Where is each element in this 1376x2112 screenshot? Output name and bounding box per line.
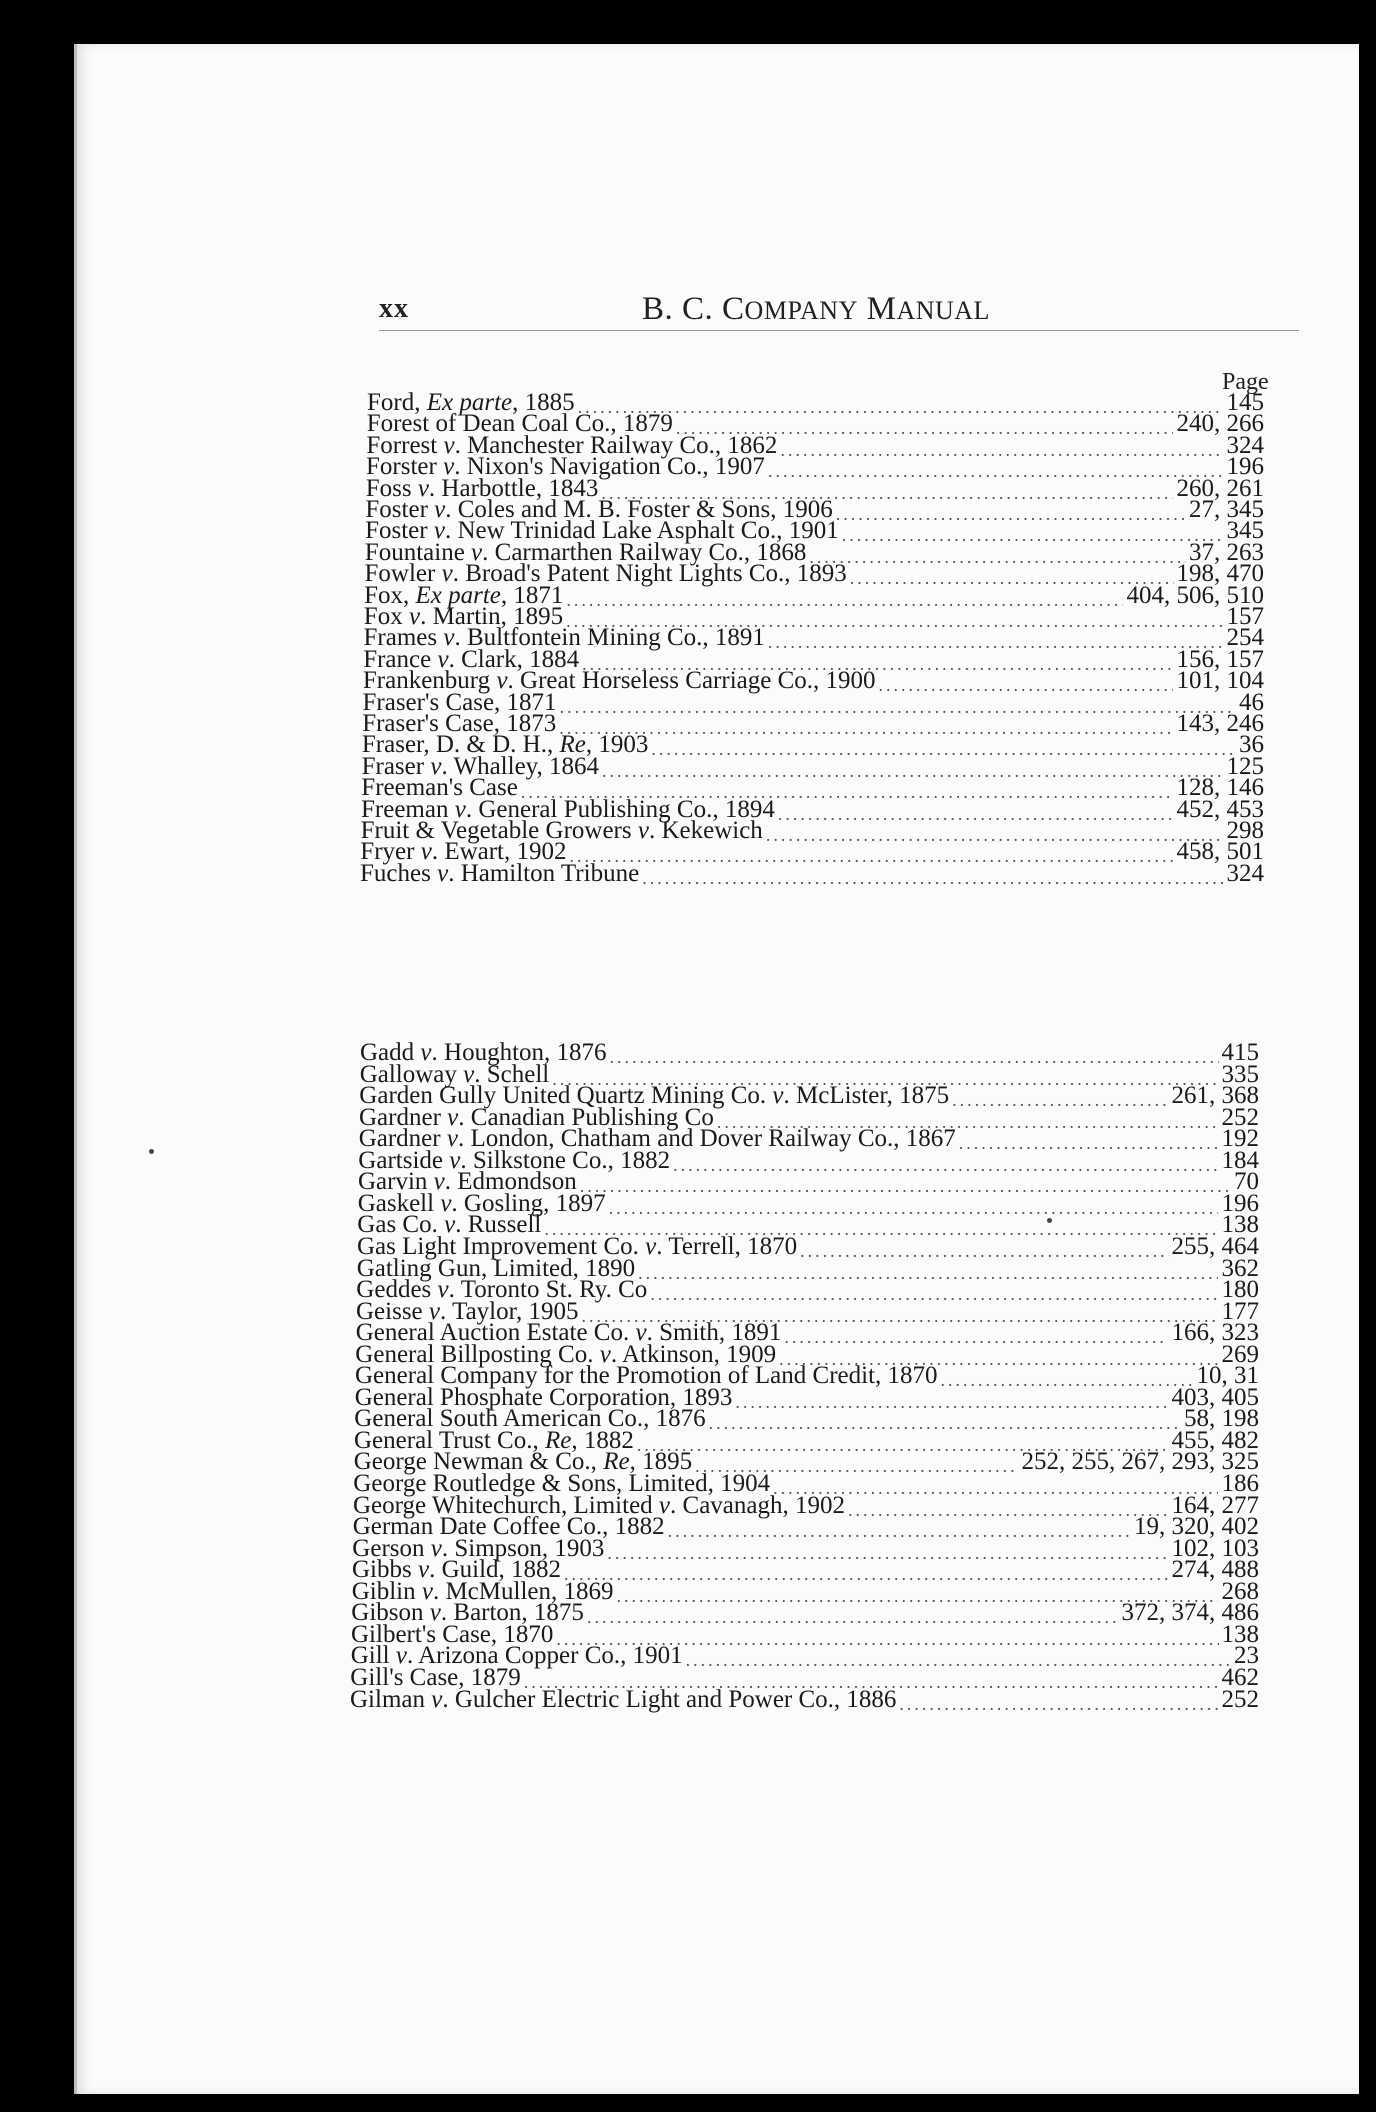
- page-title: B. C. COMPANY MANUAL: [642, 291, 990, 327]
- index-entry: [360, 860, 1264, 888]
- page-references: 128, 146: [1176, 774, 1264, 802]
- case-name: Frankenburg v. Great Horseless Carriage Co., 1900: [362, 667, 876, 695]
- page-references: 143, 246: [1176, 710, 1264, 737]
- case-name: Fox v. Martin, 1895: [363, 603, 564, 630]
- page-references: 101, 104: [1176, 667, 1264, 695]
- page-references: 362: [1221, 1254, 1259, 1282]
- page-references: 125: [1226, 752, 1264, 780]
- case-name: George Whitechurch, Limited v. Cavanagh, 1902: [353, 1491, 845, 1519]
- case-name: Garden Gully United Quartz Mining Co. v. McLister, 1875: [359, 1082, 950, 1110]
- case-name: General Phosphate Corporation, 1893: [354, 1383, 733, 1411]
- page-references: 180: [1221, 1276, 1259, 1304]
- case-name: Fryer v. Ewart, 1902: [360, 838, 567, 866]
- page-references: 157: [1226, 603, 1264, 630]
- page-references: 415: [1221, 1039, 1259, 1066]
- speck: [1047, 1218, 1052, 1223]
- page-references: 184: [1221, 1146, 1259, 1174]
- case-name: Frames v. Bultfontein Mining Co., 1891: [363, 624, 765, 652]
- case-name: Gilbert's Case, 1870: [351, 1620, 554, 1648]
- case-name: Gartside v. Silkstone Co., 1882: [358, 1146, 671, 1174]
- case-name: France v. Clark, 1884: [363, 645, 580, 673]
- case-name: German Date Coffee Co., 1882: [352, 1513, 665, 1541]
- page-references: 252: [1221, 1103, 1259, 1131]
- case-name: Gerson v. Simpson, 1903: [352, 1534, 605, 1562]
- page-references: 198, 470: [1176, 560, 1264, 588]
- page-references: 46: [1239, 688, 1264, 716]
- page-references: 252, 255, 267, 293, 325: [1021, 1448, 1259, 1476]
- page-references: 138: [1221, 1211, 1259, 1239]
- case-name: Foster v. Coles and M. B. Foster & Sons, 1906: [365, 496, 833, 523]
- header-rule: [379, 330, 1299, 331]
- page-column-header: Page: [1222, 369, 1269, 395]
- case-name: Freeman's Case: [361, 774, 518, 802]
- case-name: Fuches v. Hamilton Tribune: [360, 859, 640, 887]
- case-name: General Trust Co., Re, 1882: [354, 1426, 634, 1454]
- page-references: 452, 453: [1176, 795, 1264, 823]
- page-references: 37, 263: [1188, 538, 1264, 566]
- page-references: 254: [1226, 624, 1264, 652]
- speck: [149, 1149, 154, 1154]
- page-references: 19, 320, 402: [1133, 1513, 1259, 1541]
- case-name: Gill's Case, 1879: [350, 1663, 521, 1691]
- running-header: [77, 289, 1359, 329]
- page-references: 324: [1226, 431, 1264, 459]
- case-name: Fraser, D. & D. H., Re, 1903: [361, 731, 649, 759]
- page-references: 177: [1221, 1297, 1259, 1325]
- page-references: 274, 488: [1171, 1556, 1259, 1584]
- page-references: 255, 464: [1171, 1232, 1259, 1260]
- case-name: Gadd v. Houghton, 1876: [360, 1039, 607, 1066]
- page-references: 23: [1233, 1642, 1259, 1670]
- case-name: Fruit & Vegetable Growers v. Kekewich: [360, 817, 763, 844]
- page-references: 27, 345: [1188, 496, 1264, 523]
- page-references: 269: [1221, 1340, 1259, 1368]
- page-references: 335: [1221, 1060, 1259, 1088]
- case-name: Fowler v. Broad's Patent Night Lights Co., 1893: [364, 560, 847, 588]
- case-name: Gas Light Improvement Co. v. Terrell, 1870: [357, 1232, 798, 1260]
- dot-leader: [899, 1694, 1218, 1714]
- case-name: Galloway v. Schell: [359, 1060, 550, 1088]
- page-references: 252: [1221, 1685, 1259, 1713]
- page-references: 261, 368: [1171, 1082, 1259, 1110]
- page-references: 102, 103: [1171, 1534, 1259, 1562]
- case-name: Foss v. Harbottle, 1843: [365, 474, 599, 502]
- page-references: 260, 261: [1176, 474, 1264, 502]
- case-name: Freeman v. General Publishing Co., 1894: [361, 795, 775, 823]
- case-name: George Newman & Co., Re, 1895: [353, 1448, 693, 1476]
- page-references: 268: [1221, 1577, 1259, 1605]
- page-references: 196: [1226, 453, 1264, 481]
- page-references: 455, 482: [1171, 1426, 1259, 1454]
- page-references: 462: [1221, 1663, 1259, 1691]
- case-name: General Auction Estate Co. v. Smith, 1891: [355, 1319, 782, 1347]
- case-name: Gaskell v. Gosling, 1897: [357, 1189, 606, 1217]
- case-name: Forrest v. Manchester Railway Co., 1862: [366, 431, 778, 459]
- book-page: [74, 44, 1359, 2094]
- page-references: 166, 323: [1171, 1319, 1259, 1347]
- case-name: Gilman v. Gulcher Electric Light and Power Co., 1886: [350, 1685, 897, 1713]
- case-name: Gas Co. v. Russell: [357, 1211, 542, 1239]
- case-name: Fraser v. Whalley, 1864: [361, 752, 600, 780]
- page-references: 186: [1221, 1470, 1259, 1497]
- page-references: 372, 374, 486: [1121, 1599, 1259, 1627]
- case-name: Gibson v. Barton, 1875: [351, 1599, 584, 1627]
- case-name: Geddes v. Toronto St. Ry. Co: [356, 1276, 648, 1304]
- case-name: Fountaine v. Carmarthen Railway Co., 1868: [364, 538, 807, 566]
- case-name: General Company for the Promotion of Land Credit, 1870: [355, 1362, 938, 1390]
- case-name: Gardner v. Canadian Publishing Co: [359, 1103, 714, 1131]
- case-name: Giblin v. McMullen, 1869: [351, 1577, 614, 1605]
- case-name: Gibbs v. Guild, 1882: [352, 1556, 562, 1584]
- case-name: George Routledge & Sons, Limited, 1904: [353, 1470, 771, 1497]
- page-references: 10, 31: [1196, 1362, 1259, 1390]
- case-name: General Billposting Co. v. Atkinson, 1909: [355, 1340, 777, 1368]
- page-references: 138: [1221, 1620, 1259, 1648]
- page-number: xx: [379, 293, 409, 324]
- dot-leader: [642, 868, 1223, 888]
- page-references: 196: [1221, 1189, 1259, 1217]
- case-name: Gardner v. London, Chatham and Dover Railway Co., 1867: [358, 1125, 956, 1153]
- case-name: Forest of Dean Coal Co., 1879: [366, 410, 673, 438]
- case-name: General South American Co., 1876: [354, 1405, 706, 1433]
- page-references: 458, 501: [1176, 838, 1264, 866]
- case-name: Fraser's Case, 1873: [362, 710, 557, 737]
- page-references: 403, 405: [1171, 1383, 1259, 1411]
- page-references: 345: [1226, 517, 1264, 545]
- page-references: 70: [1234, 1168, 1259, 1196]
- case-name: Fraser's Case, 1871: [362, 688, 557, 716]
- page-references: 145: [1226, 389, 1264, 416]
- page-references: 58, 198: [1183, 1405, 1259, 1433]
- index-entry: [350, 1686, 1259, 1714]
- page-references: 240, 266: [1176, 410, 1264, 438]
- case-name: Foster v. New Trinidad Lake Asphalt Co., 1901: [365, 517, 839, 545]
- case-name: Ford, Ex parte, 1885: [367, 389, 575, 416]
- case-name: Forster v. Nixon's Navigation Co., 1907: [366, 453, 765, 481]
- case-name: Garvin v. Edmondson: [358, 1168, 577, 1196]
- case-name: Fox, Ex parte, 1871: [364, 581, 564, 609]
- case-name: Geisse v. Taylor, 1905: [356, 1297, 579, 1325]
- page-references: 324: [1226, 859, 1264, 887]
- case-name: Gill v. Arizona Copper Co., 1901: [350, 1642, 683, 1670]
- page-references: 298: [1226, 817, 1264, 844]
- page-references: 36: [1238, 731, 1264, 759]
- page-references: 404, 506, 510: [1126, 581, 1264, 609]
- page-references: 192: [1221, 1125, 1259, 1153]
- case-name: Gatling Gun, Limited, 1890: [356, 1254, 636, 1282]
- page-references: 156, 157: [1176, 645, 1264, 673]
- page-references: 164, 277: [1171, 1491, 1259, 1519]
